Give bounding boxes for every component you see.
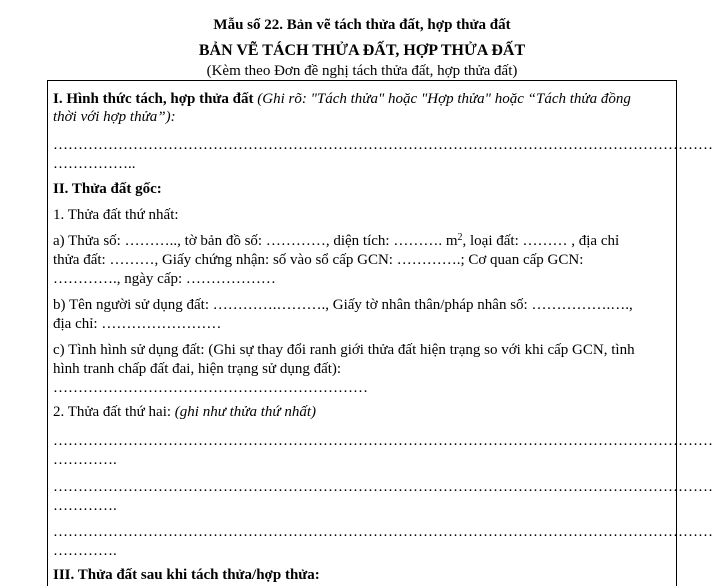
form-number: Mẫu số 22. Bản vẽ tách thửa đất, hợp thửa đất bbox=[213, 17, 511, 33]
parcel-2-dots-5: …………………………………………………………………………………………………………………… bbox=[53, 524, 713, 540]
parcel-2-note: (ghi như thửa thứ nhất) bbox=[171, 404, 317, 420]
parcel-1-a-text-end: , loại đất: ……… , địa chỉ bbox=[462, 233, 620, 249]
parcel-2-label: 2. Thửa đất thứ hai: bbox=[53, 404, 172, 420]
section-3-heading: III. Thửa đất sau khi tách thửa/hợp thửa: bbox=[53, 567, 320, 583]
parcel-1-a-text: a) Thửa số: ……….., tờ bản đồ số: …………, diện tích: ………. m bbox=[53, 233, 458, 249]
parcel-1-c-line-3: ……………………………………………………… bbox=[53, 380, 368, 396]
section-1-heading: I. Hình thức tách, hợp thửa đất bbox=[53, 91, 254, 107]
parcel-1-c-line-2: hình tranh chấp đất đai, hiện trạng sử dụng đất): bbox=[53, 361, 342, 377]
form-subtitle: (Kèm theo Đơn đề nghị tách thửa đất, hợp thửa đất) bbox=[206, 63, 518, 79]
form-box bbox=[47, 80, 677, 586]
parcel-2-dots-2: …………. bbox=[53, 452, 117, 468]
parcel-2-dots-4: …………. bbox=[53, 498, 117, 514]
section-2-heading: II. Thửa đất gốc: bbox=[53, 181, 162, 197]
square-meter-superscript: 2 bbox=[457, 232, 463, 243]
section-1-note-continued: thời với hợp thửa”): bbox=[53, 109, 176, 125]
section-1-dots-2: …………….. bbox=[53, 156, 136, 172]
parcel-1-a-line-1 bbox=[53, 232, 619, 250]
parcel-1-c-line-1: c) Tình hình sử dụng đất: (Ghi sự thay đổi ranh giới thửa đất hiện trạng so với khi cấp GCN, tình bbox=[53, 342, 635, 358]
section-1-note: (Ghi rõ: "Tách thửa" hoặc "Hợp thửa" hoặc “Tách thửa đồng bbox=[253, 91, 631, 107]
parcel-1-b-line-2: địa chỉ: …………………… bbox=[53, 316, 222, 332]
parcel-1-b-line-1: b) Tên người sử dụng đất: ………….………., Giấy tờ nhân thân/pháp nhân số: …………….…., bbox=[53, 297, 633, 313]
parcel-2-label-line bbox=[53, 403, 316, 421]
parcel-2-dots-1: …………………………………………………………………………………………………………………… bbox=[53, 433, 713, 449]
parcel-1-label: 1. Thửa đất thứ nhất: bbox=[53, 207, 179, 223]
parcel-1-a-line-2: thửa đất: ………, Giấy chứng nhận: số vào sổ cấp GCN: ………….; Cơ quan cấp GCN: bbox=[53, 252, 584, 268]
parcel-1-a-line-3: …………., ngày cấp: ……………… bbox=[53, 271, 276, 287]
section-1-dots-1: …………………………………………………………………………………………………………………… bbox=[53, 137, 713, 153]
section-1-line-1 bbox=[53, 90, 631, 108]
form-title: BẢN VẼ TÁCH THỬA ĐẤT, HỢP THỬA ĐẤT bbox=[198, 42, 526, 59]
parcel-2-dots-3: …………………………………………………………………………………………………………………… bbox=[53, 479, 713, 495]
parcel-2-dots-6: …………. bbox=[53, 543, 117, 559]
